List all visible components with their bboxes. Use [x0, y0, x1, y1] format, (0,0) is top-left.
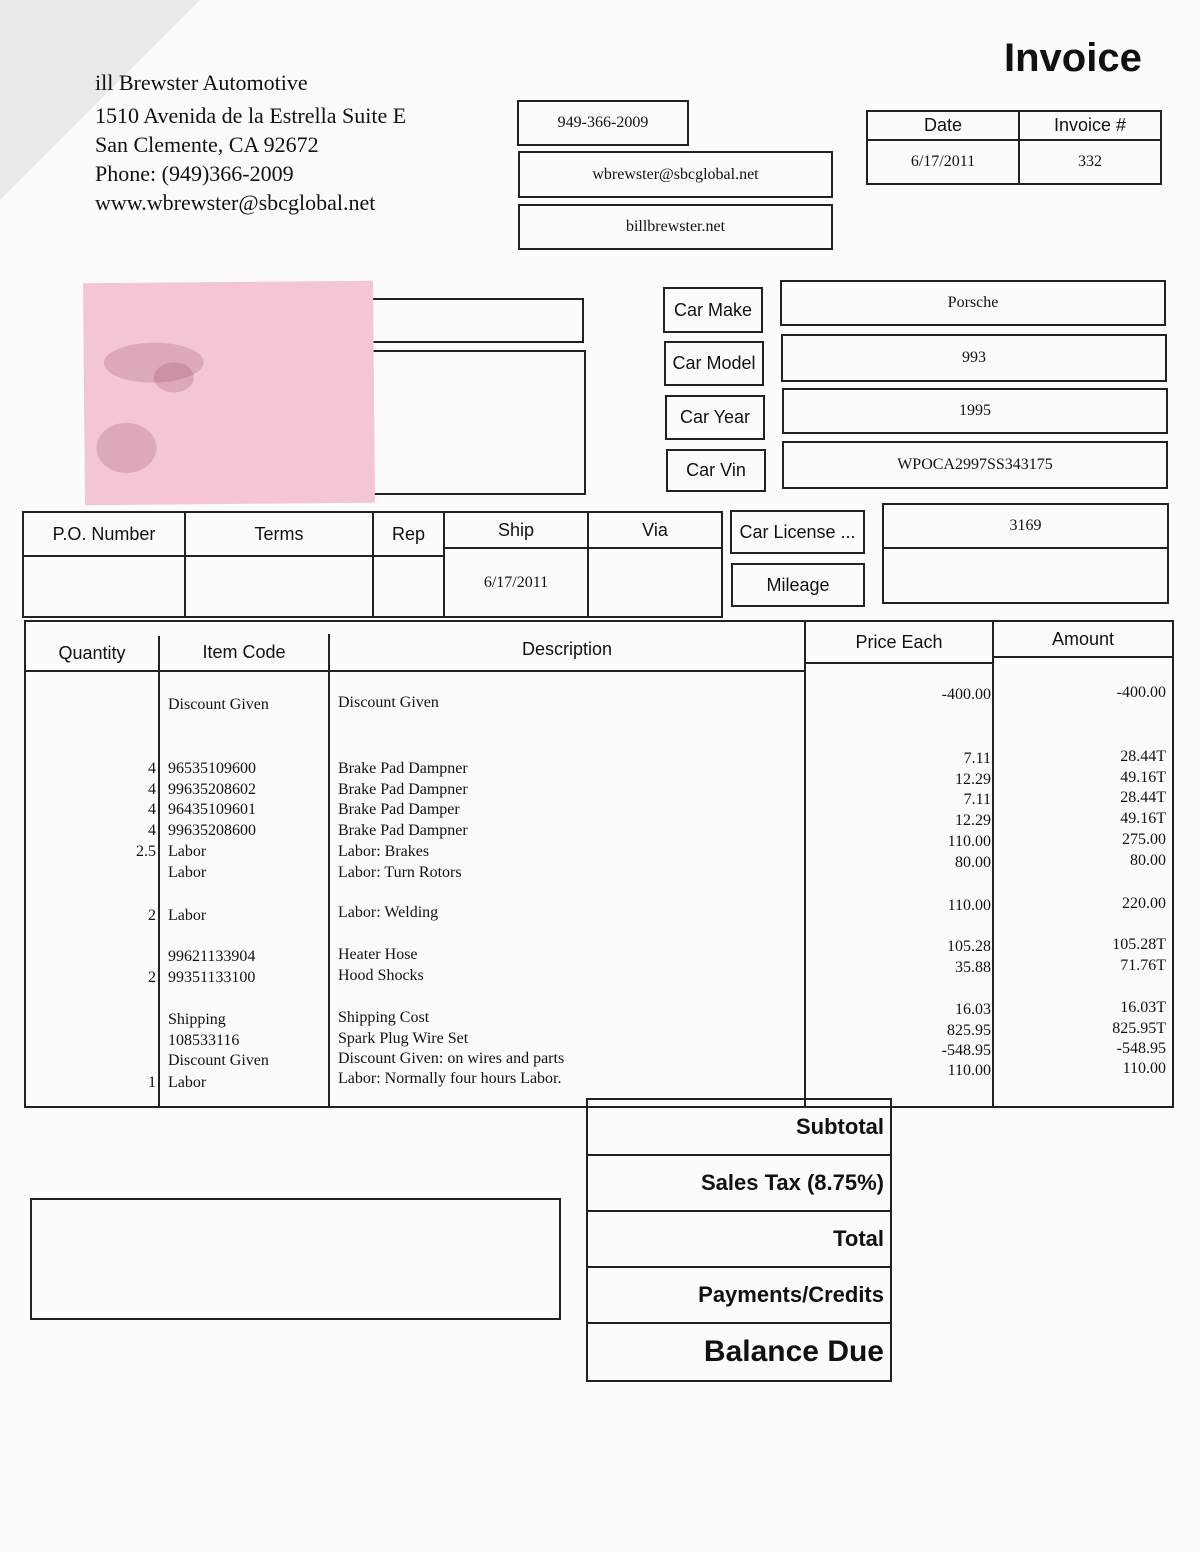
ship-label: Ship: [445, 513, 589, 549]
date-label: Date: [868, 112, 1020, 141]
rep-value: [374, 557, 445, 616]
item-code-header: Item Code: [160, 634, 330, 672]
car-license-label: Car License ...: [730, 510, 865, 554]
car-year-label: Car Year: [665, 395, 765, 440]
website-box: billbrewster.net: [518, 204, 833, 250]
ship-date-value: 6/17/2011: [445, 549, 589, 616]
po-number-label: P.O. Number: [24, 513, 186, 557]
payments-credits-label: Payments/Credits: [588, 1268, 890, 1324]
phone-box: 949-366-2009: [517, 100, 689, 146]
company-web: www.wbrewster@sbcglobal.net: [95, 190, 376, 215]
invoice-number-label: Invoice #: [1020, 112, 1160, 141]
order-info-table: [22, 511, 723, 618]
sales-tax-label: Sales Tax (8.75%): [588, 1156, 890, 1212]
price-each-header: Price Each: [806, 622, 994, 664]
email-box: wbrewster@sbcglobal.net: [518, 151, 833, 198]
car-make-label: Car Make: [663, 287, 763, 333]
company-phone: Phone: (949)366-2009: [95, 161, 294, 186]
totals-table: [586, 1098, 892, 1382]
balance-due-label: Balance Due: [703, 1335, 884, 1368]
company-address-1: 1510 Avenida de la Estrella Suite E: [95, 103, 407, 128]
terms-label: Terms: [186, 513, 374, 557]
memo-box: [30, 1198, 561, 1320]
bill-to-name-box: [364, 298, 584, 343]
mileage-value: [884, 549, 1167, 602]
total-label: Total: [588, 1212, 890, 1268]
car-year-value: 1995: [782, 388, 1168, 434]
car-vin-value: WPOCA2997SS343175: [782, 441, 1168, 489]
via-value: [589, 549, 721, 616]
company-name: ill Brewster Automotive: [95, 70, 308, 95]
quantity-header: Quantity: [26, 636, 160, 672]
line-items-table: Quantity Item Code Description Price Each Amount Discount Given Discount Given -400.00 -400.00 4 96535109600 Brake Pad Dampner 7.11 28.44T 4 99635208602 Brake Pad Dampner 12.29 49.16T 4 96435109601 Brake Pad Damper 7.11 28.44T 4 99635208600 Brake Pad Dampner 12.29 49.16T 2.5 Labor Labor: Brakes 110.00 275.00 Labor Labor: Turn Rotors 80.00 80.00 2 Labor Labor: Welding 110.00 220.00 99621133904 Heater Hose 105.28 105.28T 2 99351133100 Hood Shocks 35.88 71.76T Shipping Shipping Cost 16.03 16.03T 108533116 Spark Plug Wire Set 825.95 825.95T Discount Given Discount Given: on wires and parts -548.95 -548.95 1 Labor Labor: Normally four hours Labor. 110.00 110.00: [24, 620, 1174, 1108]
company-address-2: San Clemente, CA 92672: [95, 132, 319, 157]
subtotal-label: Subtotal: [588, 1100, 890, 1156]
car-make-value: Porsche: [780, 280, 1166, 326]
date-value: 6/17/2011: [868, 141, 1020, 183]
rep-label: Rep: [374, 513, 445, 557]
terms-value: [186, 557, 374, 616]
invoice-number-value: 332: [1078, 153, 1102, 170]
company-block: [95, 68, 406, 217]
via-label: Via: [589, 513, 721, 549]
license-mileage-values: [882, 503, 1169, 604]
amount-header: Amount: [994, 622, 1172, 658]
car-model-value: 993: [781, 334, 1167, 382]
car-license-value: 3169: [884, 505, 1167, 549]
po-number-value: [24, 557, 186, 616]
car-vin-label: Car Vin: [666, 449, 766, 492]
description-header: Description: [330, 628, 806, 672]
redaction-sticky-note: [83, 281, 375, 506]
car-model-label: Car Model: [664, 341, 764, 386]
invoice-title: Invoice: [1004, 36, 1142, 80]
date-invoice-table: [866, 110, 1162, 185]
mileage-label: Mileage: [731, 563, 865, 607]
